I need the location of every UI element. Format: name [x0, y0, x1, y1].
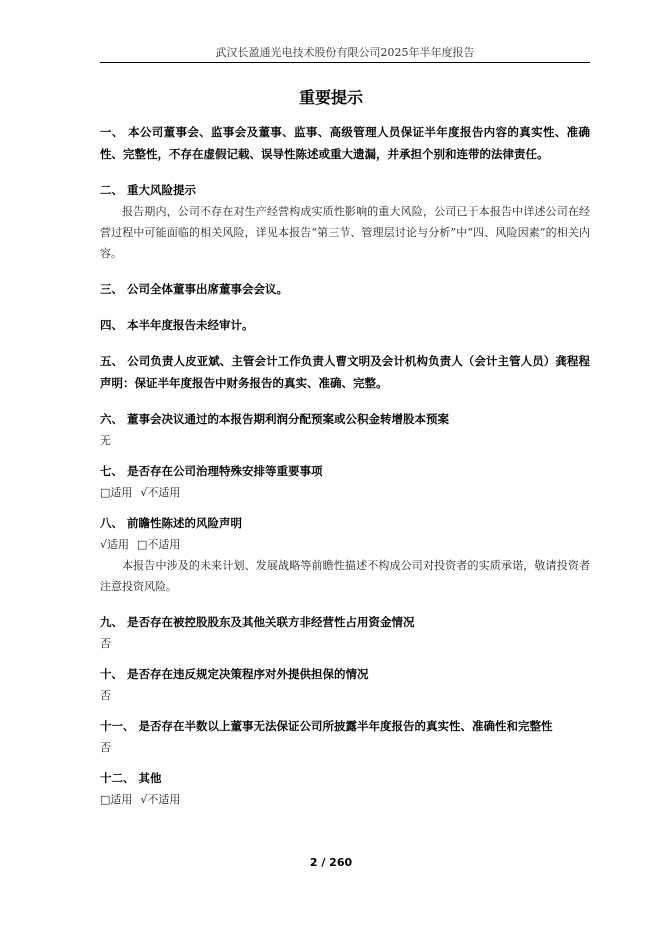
item-10-body: 否	[100, 689, 111, 702]
item-4-title: 四、 本半年度报告未经审计。	[100, 318, 254, 332]
item-7-title: 七、 是否存在公司治理特殊安排等重要事项	[100, 464, 323, 478]
option-applicable: □适用	[100, 793, 133, 806]
item-12-title: 十二、 其他	[100, 771, 162, 785]
header-divider	[100, 62, 590, 63]
option-applicable: √适用	[100, 538, 130, 551]
option-not-applicable: □不适用	[137, 538, 181, 551]
item-3	[100, 278, 590, 300]
item-5	[100, 350, 590, 394]
item-10-title: 十、 是否存在违反规定决策程序对外提供担保的情况	[100, 667, 369, 681]
item-2-body: 报告期内，公司不存在对生产经营构成实质性影响的重大风险，公司已于本报告中详述公司在经营过程中可能面临的相关风险，详见本报告“第三节、管理层讨论与分析”中“四、风险因素”的相关内容。	[100, 205, 590, 260]
item-9-body: 否	[100, 637, 111, 650]
item-6-body: 无	[100, 434, 111, 447]
option-applicable: □适用	[100, 486, 133, 499]
item-8-body: 本报告中涉及的未来计划、发展战略等前瞻性描述不构成公司对投资者的实质承诺，敬请投资者注意投资风险。	[100, 559, 590, 593]
item-8-title: 八、 前瞻性陈述的风险声明	[100, 516, 243, 530]
running-header: 武汉长盈通光电技术股份有限公司2025年半年度报告	[215, 46, 475, 59]
option-not-applicable: √不适用	[140, 486, 181, 499]
item-11-body: 否	[100, 741, 111, 754]
item-2-title: 二、 重大风险提示	[100, 183, 197, 197]
item-12	[100, 767, 590, 810]
page-title: 重要提示	[298, 88, 363, 107]
item-6	[100, 408, 590, 451]
item-8-options	[100, 534, 590, 555]
item-7-options	[100, 482, 590, 503]
item-5-title: 五、 公司负责人皮亚斌、主管会计工作负责人曹文明及会计机构负责人（会计主管人员）龚程程声明：保证半年度报告中财务报告的真实、准确、完整。	[100, 354, 590, 390]
item-9-title: 九、 是否存在被控股股东及其他关联方非经营性占用资金情况	[100, 615, 415, 629]
item-4	[100, 314, 590, 336]
document-body	[100, 121, 590, 810]
item-1	[100, 121, 590, 165]
page-number: 2 / 260	[309, 856, 353, 869]
item-3-title: 三、 公司全体董事出席董事会会议。	[100, 282, 289, 296]
option-not-applicable: √不适用	[140, 793, 181, 806]
item-10	[100, 663, 590, 706]
item-12-options	[100, 789, 590, 810]
item-1-title: 一、 本公司董事会、监事会及董事、监事、高级管理人员保证半年度报告内容的真实性、准确性、完整性，不存在虚假记载、误导性陈述或重大遗漏，并承担个别和连带的法律责任。	[100, 125, 590, 161]
item-8	[100, 512, 590, 597]
item-2	[100, 179, 590, 264]
item-11	[100, 715, 590, 758]
item-11-title: 十一、 是否存在半数以上董事无法保证公司所披露半年度报告的真实性、准确性和完整性	[100, 719, 553, 733]
item-7	[100, 460, 590, 503]
item-6-title: 六、 董事会决议通过的本报告期利润分配预案或公积金转增股本预案	[100, 412, 449, 426]
item-9	[100, 611, 590, 654]
